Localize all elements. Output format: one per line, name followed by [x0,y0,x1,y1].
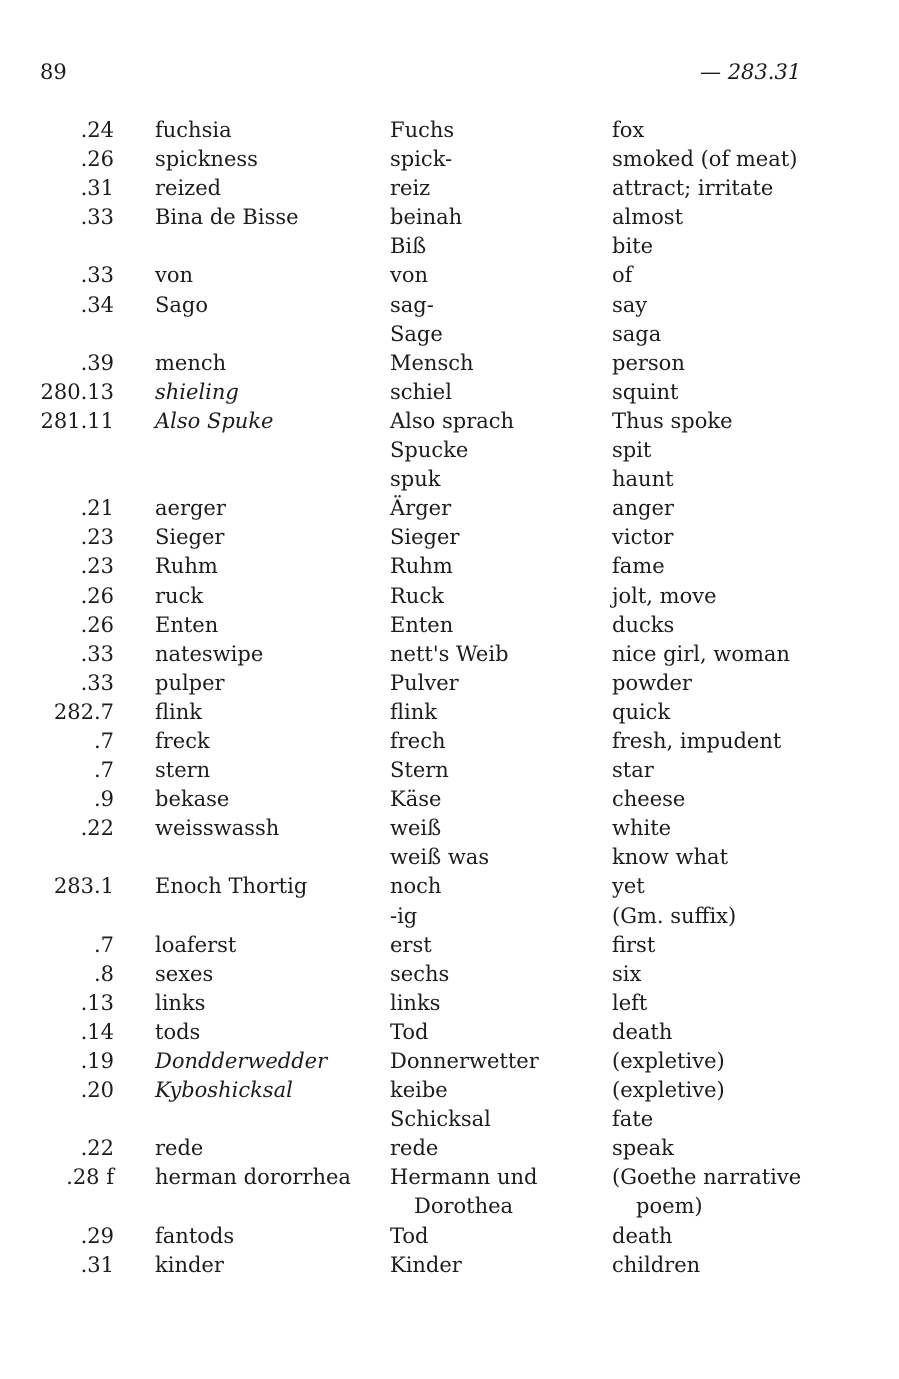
german-word-cell: Ruhm [390,554,453,579]
glossary-row [0,727,899,756]
english-gloss-cell: death [612,1223,673,1248]
reference-cell: .31 [80,176,114,201]
english-gloss-cell: cheese [612,787,686,812]
english-gloss-cell: ducks [612,612,675,637]
wake-word-cell: Also Spuke [155,408,274,433]
glossary-row [0,960,899,989]
german-word-cell: keibe [390,1078,448,1103]
glossary-row [0,116,899,145]
german-word-cell: nett's Weib [390,641,509,666]
german-word-cell: Stern [390,758,449,783]
german-word-cell: sag- [390,292,434,317]
reference-cell: .24 [80,118,114,142]
glossary-row [0,1134,899,1163]
glossary-row [0,407,899,436]
wake-word-cell: rede [155,1136,204,1161]
wake-word-cell: aerger [155,496,226,521]
wake-word-cell: Enoch Thortig [155,874,308,899]
wake-word-cell: von [155,263,194,288]
german-word-cell: weiß was [390,845,490,870]
page-number: 89 [40,60,67,84]
wake-word-cell: reized [155,176,222,201]
glossary-row [0,872,899,901]
reference-cell: .31 [80,1252,114,1277]
glossary-row [0,261,899,290]
german-word-cell: links [390,990,441,1015]
glossary-row [0,1047,899,1076]
reference-cell: .19 [80,1049,114,1073]
reference-cell: .8 [93,961,114,986]
german-word-cell: rede [390,1136,439,1161]
glossary-row [0,640,899,669]
german-word-cell: Käse [390,787,442,812]
reference-cell: .23 [80,525,114,550]
wake-word-cell: nateswipe [155,641,264,666]
wake-word-cell: herman dororrhea [155,1165,351,1190]
english-gloss-cell: yet [612,874,645,899]
english-gloss-cell: spit [612,438,652,463]
reference-cell: .33 [80,670,114,695]
reference-cell: .39 [80,350,114,375]
german-word-cell: Tod [390,1019,429,1044]
glossary-row [0,378,899,407]
glossary-row [0,1163,899,1192]
reference-cell: .26 [80,583,114,608]
glossary-row [0,145,899,174]
english-gloss-cell: jolt, move [612,583,717,608]
reference-cell: .22 [80,816,114,841]
english-gloss-cell: attract; irritate [612,176,774,201]
glossary-row [0,523,899,552]
wake-word-cell: mench [155,350,227,375]
reference-cell: 282.7 [53,699,114,724]
english-gloss-cell: fresh, impudent [612,728,782,753]
glossary-row [0,232,899,261]
reference-cell: .33 [80,205,114,230]
wake-word-cell: pulper [155,670,225,695]
reference-cell: .14 [80,1019,114,1044]
english-gloss-cell: victor [612,525,674,550]
german-word-cell: flink [390,699,437,724]
german-word-cell: schiel [390,379,452,404]
english-gloss-cell: (Gm. suffix) [612,903,737,928]
glossary-row [0,203,899,232]
running-head-reference: 283.31 [727,60,802,84]
english-gloss-cell: of [612,263,633,288]
reference-cell: .20 [80,1078,114,1103]
glossary-row [0,1076,899,1105]
reference-cell: .9 [93,787,114,812]
glossary-table [0,116,899,1280]
german-word-cell: Pulver [390,670,459,695]
english-gloss-cell: death [612,1019,673,1044]
german-word-cell: Donnerwetter [390,1049,539,1073]
wake-word-cell: ruck [155,583,204,608]
glossary-row [0,814,899,843]
glossary-row [0,669,899,698]
german-word-cell: reiz [390,176,431,201]
german-word-cell: erst [390,932,432,957]
wake-word-cell: tods [155,1019,201,1044]
glossary-row [0,1018,899,1047]
wake-word-cell: flink [155,699,202,724]
english-gloss-cell: star [612,758,654,783]
wake-word-cell: bekase [155,787,230,812]
glossary-row [0,174,899,203]
reference-cell: .7 [93,758,114,783]
english-gloss-cell: say [612,292,648,317]
german-word-cell: Hermann und [390,1165,538,1190]
reference-cell: .26 [80,612,114,637]
reference-cell: .22 [80,1136,114,1161]
glossary-row [0,1105,899,1134]
wake-word-cell: spickness [155,147,258,172]
german-word-cell: Fuchs [390,118,455,142]
german-word-cell: von [390,263,429,288]
glossary-row [0,1251,899,1280]
glossary-row [0,931,899,960]
german-word-cell: Enten [390,612,454,637]
english-gloss-cell: quick [612,699,671,724]
glossary-row [0,552,899,581]
glossary-row [0,611,899,640]
english-gloss-cell: squint [612,379,679,404]
english-gloss-cell: person [612,350,685,375]
reference-cell: .7 [93,728,114,753]
glossary-row [0,465,899,494]
wake-word-cell: loaferst [155,932,237,957]
english-gloss-cell: white [612,816,672,841]
german-word-cell: Tod [390,1223,429,1248]
wake-word-cell: weisswassh [155,816,280,841]
wake-word-cell: stern [155,758,211,783]
english-gloss-cell: six [612,961,642,986]
reference-cell: .33 [80,263,114,288]
german-word-cell: Dorothea [414,1194,514,1219]
page-header [0,58,899,90]
german-word-cell: Ärger [390,496,452,521]
glossary-row [0,582,899,611]
german-word-cell: Ruck [390,583,444,608]
reference-cell: .28 f [66,1165,114,1190]
english-gloss-cell: speak [612,1136,674,1161]
reference-cell: 283.1 [53,874,114,899]
german-word-cell: Schicksal [390,1107,491,1132]
glossary-row [0,756,899,785]
glossary-row [0,902,899,931]
reference-cell: .26 [80,147,114,172]
english-gloss-cell: (Goethe narrative [612,1165,802,1190]
glossary-row [0,494,899,523]
german-word-cell: Mensch [390,350,474,375]
running-head [700,60,801,84]
english-gloss-cell: bite [612,234,654,259]
german-word-cell: Biß [390,234,427,259]
reference-cell: .13 [80,990,114,1015]
german-word-cell: spuk [390,467,441,492]
wake-word-cell: Sieger [155,525,225,550]
wake-word-cell: fuchsia [155,118,232,142]
english-gloss-cell: nice girl, woman [612,641,790,666]
english-gloss-cell: know what [612,845,729,870]
wake-word-cell: fantods [155,1223,235,1248]
german-word-cell: Kinder [390,1252,462,1277]
german-word-cell: Sage [390,321,443,346]
wake-word-cell: Ruhm [155,554,218,579]
german-word-cell: frech [390,728,446,753]
glossary-row [0,989,899,1018]
reference-cell: 280.13 [40,379,114,404]
wake-word-cell: kinder [155,1252,224,1277]
wake-word-cell: shieling [155,379,239,404]
english-gloss-cell: anger [612,496,674,521]
english-gloss-cell: powder [612,670,692,695]
english-gloss-cell: Thus spoke [612,408,733,433]
english-gloss-cell: left [612,990,648,1015]
english-gloss-cell: saga [612,321,662,346]
glossary-row [0,1192,899,1221]
english-gloss-cell: children [612,1252,701,1277]
english-gloss-cell: smoked (of meat) [612,147,798,172]
english-gloss-cell: (expletive) [612,1049,725,1073]
glossary-row [0,698,899,727]
wake-word-cell: Dondderwedder [155,1049,328,1073]
german-word-cell: -ig [390,903,418,928]
reference-cell: .29 [80,1223,114,1248]
glossary-row [0,843,899,872]
english-gloss-cell: (expletive) [612,1078,725,1103]
glossary-row [0,349,899,378]
german-word-cell: spick- [390,147,453,172]
reference-cell: .34 [80,292,114,317]
glossary-row [0,291,899,320]
english-gloss-cell: poem) [636,1194,703,1219]
english-gloss-cell: fame [612,554,665,579]
reference-cell: .23 [80,554,114,579]
reference-cell: .21 [80,496,114,521]
glossary-row [0,1222,899,1251]
english-gloss-cell: fate [612,1107,654,1132]
english-gloss-cell: haunt [612,467,674,492]
running-head-dash: — [700,60,721,84]
reference-cell: 281.11 [40,408,114,433]
german-word-cell: beinah [390,205,463,230]
wake-word-cell: Sago [155,292,208,317]
english-gloss-cell: almost [612,205,684,230]
glossary-row [0,320,899,349]
reference-cell: .33 [80,641,114,666]
english-gloss-cell: first [612,932,656,957]
german-word-cell: noch [390,874,442,899]
glossary-row [0,436,899,465]
wake-word-cell: Bina de Bisse [155,205,299,230]
glossary-row [0,785,899,814]
reference-cell: .7 [93,932,114,957]
german-word-cell: Sieger [390,525,460,550]
wake-word-cell: freck [155,728,210,753]
german-word-cell: sechs [390,961,450,986]
wake-word-cell: Kyboshicksal [155,1078,293,1103]
wake-word-cell: Enten [155,612,219,637]
german-word-cell: weiß [390,816,442,841]
english-gloss-cell: fox [612,118,645,142]
german-word-cell: Also sprach [390,408,515,433]
wake-word-cell: links [155,990,206,1015]
wake-word-cell: sexes [155,961,214,986]
german-word-cell: Spucke [390,438,469,463]
